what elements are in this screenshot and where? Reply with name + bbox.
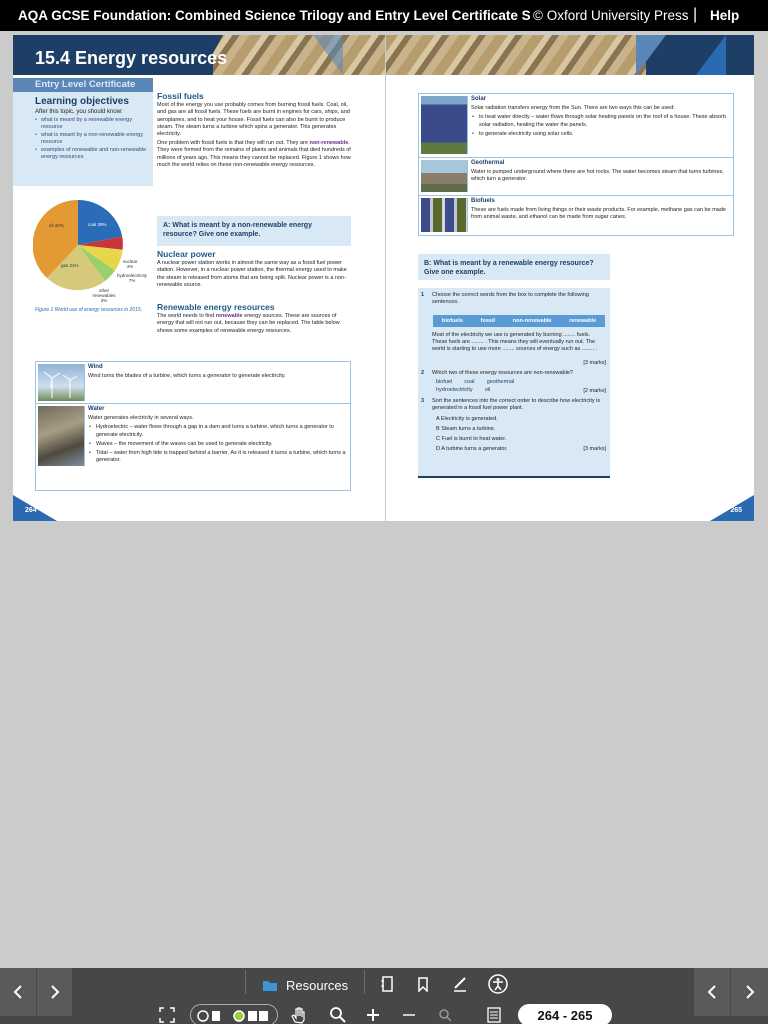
question-b-box: B: What is meant by a renewable energy resource? Give one example. [418,254,610,280]
biofuels-title: Biofuels [471,198,495,204]
geothermal-photo [421,160,468,192]
accessibility-button[interactable] [487,973,509,995]
marks-label: [3 marks] [583,360,606,366]
banner-accent [696,35,726,75]
fossil-fuels-section [157,93,353,169]
objective-item: • what is meant by a non-renewable energy resource [35,132,147,146]
objective-item: • what is meant by a renewable energy resource [35,117,147,131]
toolbar-divider [364,970,365,994]
resources-label: Resources [286,977,349,993]
solar-item: • to generate electricity using solar cells. [471,131,729,138]
solar-panel-banner-photo [386,35,646,75]
renewables-table [35,361,351,491]
table-row-solar [419,94,733,158]
learning-objectives-title: Learning objectives [35,96,129,107]
resources-button[interactable] [262,975,352,995]
geothermal-title: Geothermal [471,160,505,166]
pie-label-gas: gas 21% [61,263,79,268]
solar-item: • to heat water directly – water flows through solar heating panels on the roof of a house. These absorb solar radiation, heating the water the panels. [471,114,729,128]
water-title: Water [88,406,105,412]
help-link[interactable]: Help [710,8,740,23]
wind-text: Wind turns the blades of a turbine, which turns a generator to generate electricity. [88,373,286,380]
single-page-view-button[interactable] [196,1008,226,1024]
page-title: 15.4 Energy resources [35,48,228,68]
solar-farm-photo [421,96,468,154]
bookmark-icon [418,977,428,992]
keyword-non-renewable: non-renewable [309,140,349,147]
zoom-reset-icon [437,1007,453,1023]
question-2-options: biofuel coal geothermal [436,379,515,385]
learning-objectives-box [13,92,153,186]
question-number: 3 [421,398,425,404]
publisher-label: © Oxford University Press [533,8,689,23]
next-page-button-right[interactable] [731,968,768,1016]
contents-list-icon [487,1007,501,1023]
zoom-area-button[interactable] [328,1005,348,1024]
water-text: Water generates electricity in several ways. [88,415,194,422]
renewable-section [157,304,353,335]
word-option: biofuels [441,318,463,324]
dam-photo [38,406,85,466]
water-item: • Tidal – water from high tide is trapped behind a barrier. As it is released it turns a turbine, which turns a generator. [88,450,346,464]
minus-icon [402,1008,416,1022]
chevron-right-icon [48,983,62,1001]
banner-accent [313,35,343,75]
word-option: fossil [480,318,496,324]
annotate-button[interactable] [450,974,470,994]
question-1-text: Choose the correct words from the box to complete the following sentences. [432,292,589,305]
word-option: non-renewable [512,318,552,324]
summary-questions-panel [418,288,610,478]
double-page-icon [233,1009,271,1023]
pie-label-nuclear: nuclear 4% [122,259,138,269]
wind-title: Wind [88,364,103,370]
notebook-icon [381,976,393,992]
table-row-biofuels [419,196,733,235]
nuclear-paragraph: A nuclear power station works in almost the same way as a fossil fuel power station. However, in a nuclear power station, the thermal energy used to make the steam is released from atoms that are being split. Nuclear power is a non-renewable source. [157,260,347,288]
objective-item: • examples of renewable and non-renewable energy resources [35,147,147,161]
word-box [433,315,605,327]
chevron-right-icon [743,983,757,1001]
right-page [386,35,754,521]
question-3-option: D A turbine turns a generator. [436,446,508,452]
bookmark-button[interactable] [414,974,432,994]
question-3-option: C Fuel is burnt to heat water. [436,436,507,442]
next-page-button-left[interactable] [37,968,72,1016]
nuclear-heading: Nuclear power [157,249,216,259]
pie-label-hydro: hydroelectricity 7% [116,273,147,283]
zoom-in-button[interactable] [364,1006,382,1024]
table-row-geothermal [419,158,733,196]
biofuels-text: These are fuels made from living things or their waste products. For example, methane gas can be made from animal waste, and ethanol can be made from sugar canes. [471,207,726,221]
question-2-text: Which two of these energy resources are non-renewable? [432,370,573,376]
entry-level-label: Entry Level Certificate [13,78,153,92]
fullscreen-button[interactable] [158,1006,176,1024]
single-page-icon [197,1009,225,1023]
question-3-option: A Electricity is generated. [436,416,498,422]
left-page [13,35,385,521]
question-3 [422,398,606,412]
prev-page-button-left[interactable] [0,968,36,1016]
nuclear-section [157,251,353,289]
prev-page-button-right[interactable] [694,968,730,1016]
pie-label-renewables: other renewables 3% [92,288,116,303]
plus-icon [366,1008,380,1022]
renewable-paragraph: The world needs to find renewable energy sources. These are sources of energy that will not run out, because they can be replaced. The table below shows some examples of renewable energy resources. [157,313,340,334]
water-item: • Waves – the movement of the waves can be used to generate electricity. [88,441,346,448]
book-title: AQA GCSE Foundation: Combined Science Trilogy and Entry Level Certificate S [18,8,531,23]
word-option: renewable [569,318,597,324]
table-row-wind [36,362,350,404]
learning-objectives-subtitle: After this topic, you should know: [35,109,123,115]
solar-title: Solar [471,96,487,102]
question-2 [422,370,606,377]
hand-icon [290,1006,308,1024]
solar-panel-banner-photo [213,35,385,75]
solar-text: Solar radiation transfers energy from the Sun. There are two ways this can be used: [471,105,675,112]
water-item: • Hydroelectric – water flows through a gap in a dam and turns a turbine, which turns a generator to generate electricity. [88,424,346,438]
geothermal-text: Water is pumped underground where there are hot rocks. The water becomes steam that turns turbines, which turn a generator. [471,169,724,183]
banner-accent [636,35,666,75]
accessibility-icon [488,974,508,994]
keyword-renewable: renewable [215,313,243,320]
question-number: 1 [421,292,425,298]
question-3-text: Sort the sentences into the correct order to describe how electricity is generated in a fossil fuel power plant. [432,398,601,411]
question-a-box: A: What is meant by a non-renewable energy resource? Give one example. [157,216,351,246]
biofuel-pump-photo [421,198,468,232]
pencil-icon [452,976,468,992]
reset-zoom-button[interactable] [436,1006,454,1024]
zoom-search-icon [329,1006,347,1024]
marks-label: [3 marks] [583,446,606,452]
renewables-table-continued [418,93,734,236]
wind-turbine-photo [38,364,85,401]
question-1 [422,292,606,306]
marks-label: [2 marks] [583,388,606,394]
page-number-input[interactable]: 264 - 265 [518,1004,612,1024]
page-number-right: 265 [730,507,742,514]
question-1-body: Most of the electricity we use is generated by burning ........ fuels. These fuels are ........ . This means they will eventually run out. The world is starting to use more ........ sources of energy such as ........ . [432,332,598,352]
chevron-left-icon [705,983,719,1001]
pan-tool-button[interactable] [289,1005,309,1024]
pie-label-coal: coal 28% [88,222,107,227]
notes-button[interactable] [378,974,396,994]
expand-icon [159,1007,175,1023]
fossil-fuels-paragraph: Most of the energy you use probably comes from burning fossil fuels. Coal, oil, and gas are all fossil fuels. These fuels are burnt in engines for cars, ships, and aeroplanes, and to heat your house. Fossil fuels can also be burnt to produce steam. The steam turns a turbine which spins a generator. This generates electricity. [157,102,350,138]
page-number-left: 264 [25,507,37,514]
table-row-water [36,404,350,490]
renewable-heading: Renewable energy resources [157,302,275,312]
fossil-fuels-heading: Fossil fuels [157,91,204,101]
double-page-view-button[interactable] [232,1008,272,1024]
question-3-option: B Steam turns a turbine. [436,426,496,432]
figure-caption: Figure 1 World use of energy resources in 2015. [35,307,142,313]
fossil-fuels-paragraph: One problem with fossil fuels is that they will run out. They are non-renewable. They were formed from the remains of plants and animals that died hundreds of millions of years ago. This means they cannot be replaced. Figure 1 shows how much the world relies on these non-renewable energy resources. [157,140,351,168]
zoom-out-button[interactable] [400,1006,418,1024]
table-of-contents-button[interactable] [485,1006,503,1024]
question-2-options: hydroelectricity oil [436,387,491,393]
toolbar-divider [245,970,246,994]
chevron-left-icon [11,983,25,1001]
pie-label-oil: oil 32% [49,223,64,228]
header-separator: | [693,6,698,23]
question-number: 2 [421,370,425,376]
folder-icon [262,979,278,992]
app-header [0,0,768,31]
